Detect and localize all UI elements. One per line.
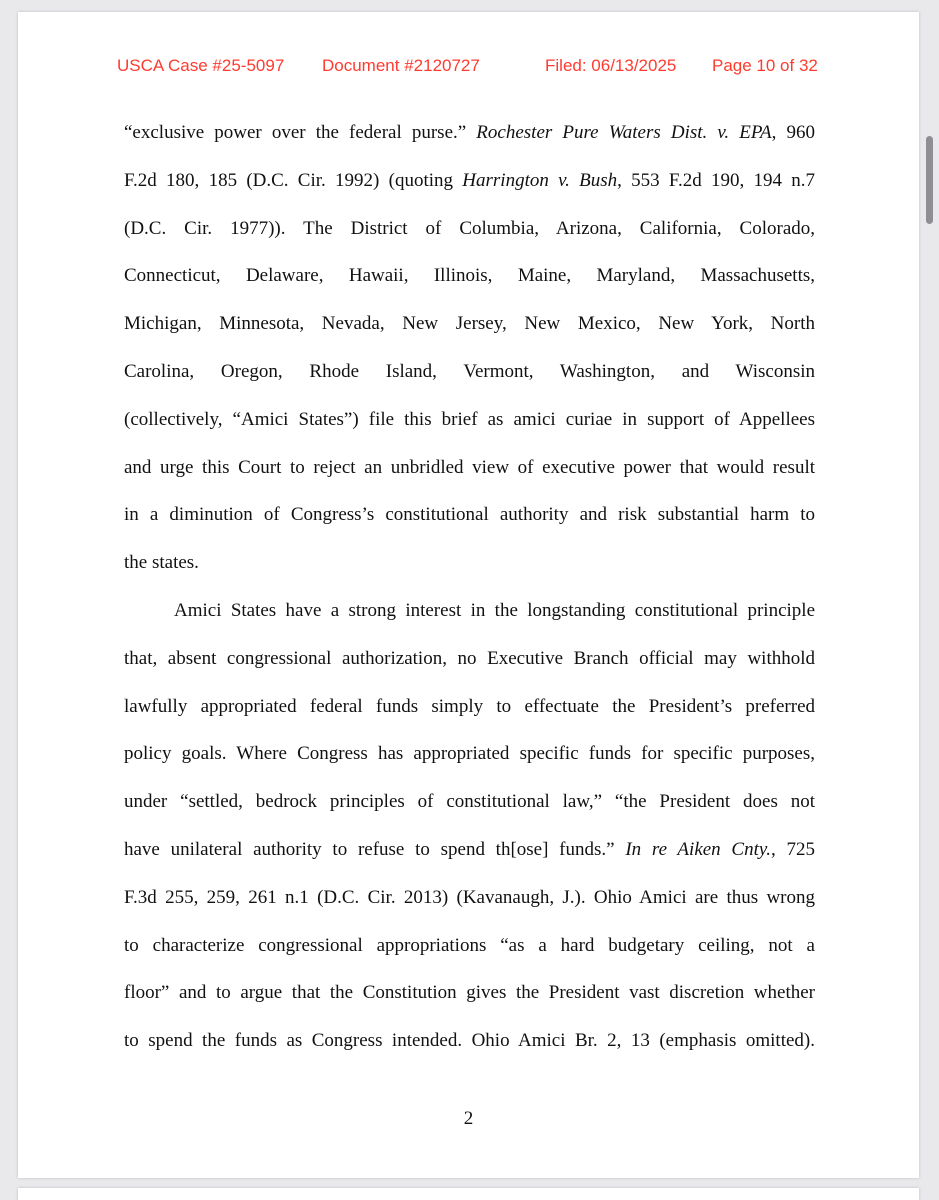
text-line (124, 598, 815, 624)
text-line (124, 789, 815, 815)
text-run: lawfully appropriated federal funds simply to effectuate the President’s preferred (124, 695, 815, 717)
text-run: the states. (124, 552, 199, 574)
text-line (124, 646, 815, 672)
case-citation: Rochester Pure Waters Dist. v. EPA (476, 122, 772, 143)
text-run: policy goals. Where Congress has appropriated specific funds for specific purposes, (124, 743, 815, 765)
text-line (124, 311, 815, 337)
text-run: to characterize congressional appropriations “as a hard budgetary ceiling, not a (124, 934, 815, 956)
filing-header (18, 56, 919, 80)
text-line (124, 933, 815, 959)
text-run: (collectively, “Amici States”) file this brief as amici curiae in support of Appellees (124, 408, 815, 430)
text-run: , 960 (771, 122, 815, 143)
text-line (124, 980, 815, 1006)
text-run: in a diminution of Congress’s constitutional authority and risk substantial harm to (124, 504, 815, 526)
case-citation: Harrington v. Bush (462, 169, 618, 191)
text-run: that, absent congressional authorization, no Executive Branch official may withhold (124, 647, 815, 669)
pdf-page (18, 12, 919, 1178)
page-number: 2 (463, 1108, 474, 1129)
text-run: floor” and to argue that the Constitution gives the President vast discretion whether (124, 982, 815, 1004)
text-run: Amici States have a strong interest in the longstanding constitutional principle (174, 600, 815, 621)
text-run: Connecticut, Delaware, Hawaii, Illinois, Maine, Maryland, Massachusetts, (124, 265, 815, 287)
text-line (124, 216, 815, 242)
text-run: have unilateral authority to refuse to spend th[ose] funds.” (124, 839, 626, 860)
text-line (124, 694, 815, 720)
text-line (124, 837, 815, 863)
text-line (124, 455, 815, 481)
text-line (124, 502, 815, 528)
text-line (124, 120, 815, 146)
text-run: Michigan, Minnesota, Nevada, New Jersey, New Mexico, New York, North (124, 313, 815, 335)
text-run: to spend the funds as Congress intended. Ohio Amici Br. 2, 13 (emphasis omitted). (124, 1030, 815, 1052)
case-citation: In re Aiken Cnty. (625, 839, 772, 860)
text-line (124, 885, 815, 911)
text-line (124, 168, 815, 194)
text-line (124, 263, 815, 289)
text-run: (D.C. Cir. 1977)). The District of Columbia, Arizona, California, Colorado, (124, 217, 815, 239)
text-run: “exclusive power over the federal purse.” (124, 122, 477, 143)
text-line (124, 359, 815, 385)
page-count: Page 10 of 32 (712, 56, 818, 75)
text-run: , 553 F.2d 190, 194 n.7 (617, 169, 815, 191)
text-run: , 725 (771, 839, 815, 860)
document-number: Document #2120727 (322, 56, 480, 75)
text-run: F.2d 180, 185 (D.C. Cir. 1992) (quoting (124, 169, 463, 191)
scrollbar-thumb[interactable] (926, 136, 933, 224)
filed-date: Filed: 06/13/2025 (545, 56, 677, 75)
text-line (124, 407, 815, 433)
case-number: USCA Case #25-5097 (117, 56, 285, 75)
next-page-edge (18, 1188, 919, 1200)
text-line (124, 741, 815, 767)
text-run: and urge this Court to reject an unbridled view of executive power that would result (124, 456, 815, 478)
text-run: Carolina, Oregon, Rhode Island, Vermont, Washington, and Wisconsin (124, 361, 815, 382)
text-run: F.3d 255, 259, 261 n.1 (D.C. Cir. 2013) (Kavanaugh, J.). Ohio Amici are thus wrong (124, 886, 815, 908)
text-run: under “settled, bedrock principles of constitutional law,” “the President does not (124, 791, 815, 813)
text-line (124, 550, 815, 576)
text-line (124, 1028, 815, 1054)
